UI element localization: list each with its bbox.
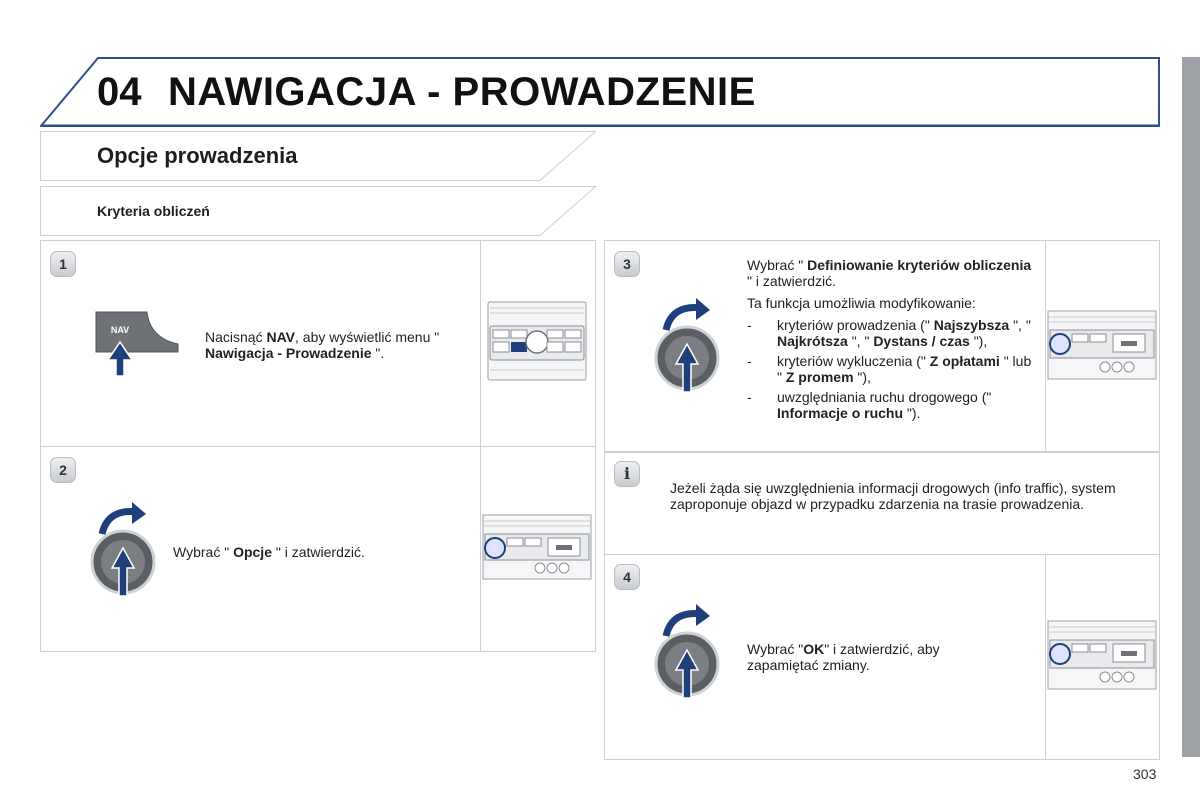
radio-panel-nav-icon [486,300,588,382]
step-2-divider [480,446,481,652]
step-1-badge: 1 [50,251,76,277]
section-title: Opcje prowadzenia [97,143,298,168]
info-icon: i [614,461,640,487]
step-3-instruction: Wybrać " Definiowanie kryteriów obliczenia " i zatwierdzić. [747,257,1032,289]
step-2-text: Wybrać " Opcje " i zatwierdzić. [173,544,365,560]
step-2-badge: 2 [50,457,76,483]
step-4-divider [1045,554,1046,760]
radio-panel-knob-icon [1047,620,1157,690]
list-item: - kryteriów prowadzenia (" Najszybsza ", " Najkrótsza ", " Dystans / czas "), [747,317,1031,349]
subsection-title: Kryteria obliczeń [97,203,210,219]
step-4-text: Wybrać "OK" i zatwierdzić, aby zapamiętać zmiany. [747,641,940,673]
rotary-knob-icon [88,502,160,602]
step-3-text [747,257,1032,425]
rotary-knob-icon [652,298,724,398]
step-4-badge: 4 [614,564,640,590]
list-item: - uwzględniania ruchu drogowego (" Informacje o ruchu "). [747,389,992,421]
step-1-text: Nacisnąć NAV, aby wyświetlić menu " Nawigacja - Prowadzenie ". [205,329,440,361]
chapter-title: NAWIGACJA - PROWADZENIE [168,70,756,114]
page-number: 303 [1133,766,1157,782]
info-text: Jeżeli żąda się uwzględnienia informacji drogowych (info traffic), system zaproponuje objazd w przypadku zdarzenia na trasie prowadzenia. [670,480,1116,512]
nav-button-icon [92,308,182,380]
step-3-intro: Ta funkcja umożliwia modyfikowanie: [747,295,976,311]
list-item: - kryteriów wykluczenia (" Z opłatami " lub " Z promem "), [747,353,1032,385]
criteria-list [747,317,1032,421]
step-1-divider [480,240,481,447]
nav-button-label: NAV [110,325,130,335]
chapter-number: 04 [97,70,142,114]
step-3-divider [1045,240,1046,452]
rotary-knob-icon [652,604,724,704]
chapter-side-tab [1182,57,1200,757]
step-3-badge: 3 [614,251,640,277]
radio-panel-knob-icon [482,514,592,580]
radio-panel-knob-icon [1047,310,1157,380]
